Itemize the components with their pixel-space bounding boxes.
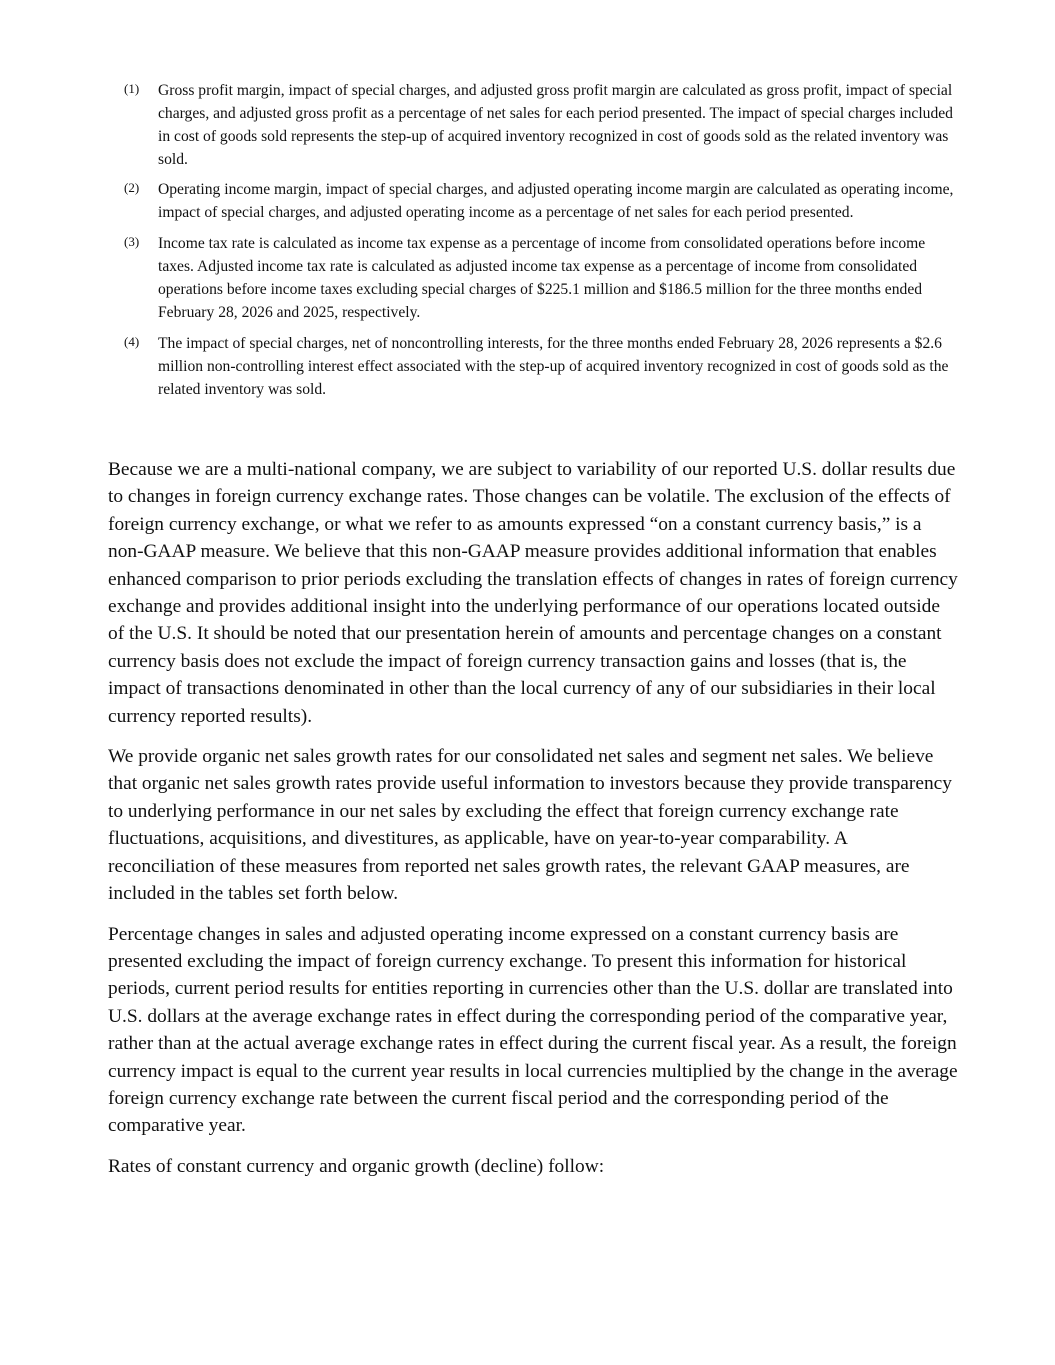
footnote-marker: (4) — [124, 334, 140, 349]
paragraph-percentage-changes: Percentage changes in sales and adjusted operating income expressed on a constant currency basis are presented excluding the impact of foreign currency exchange. To present this information for historical periods, current period results for entities reporting in currencies other than the U.S. dollar are translated into U.S. dollars at the average exchange rates in effect during the corresponding period of the comparative year, rather than at the actual average exchange rates in effect during the current fiscal year. As a result, the foreign currency impact is equal to the current year results in local currencies multiplied by the change in the average foreign currency exchange rate between the current fiscal period and the corresponding period of the comparative year. — [108, 923, 958, 1137]
footnote-marker: (3) — [124, 234, 140, 249]
body-text-section — [108, 456, 958, 1193]
footnote-marker: (1) — [124, 81, 140, 96]
paragraph-constant-currency: Because we are a multi-national company, we are subject to variability of our reported U.S. dollar results due to changes in foreign currency exchange rates. Those changes can be volatile. The exclusion of the effects of foreign currency exchange, or what we refer to as amounts expressed “on a constant currency basis,” is a non-GAAP measure. We believe that this non-GAAP measure provides additional information that enables enhanced comparison to prior periods excluding the translation effects of changes in rates of foreign currency exchange and provides additional insight into the underlying performance of our operations located outside of the U.S. It should be noted that our presentation herein of amounts and percentage changes on a constant currency basis does not exclude the impact of foreign currency transaction gains and losses (that is, the impact of transactions denominated in other than the local currency of any of our subsidiaries in their local currency reported results). — [108, 459, 958, 727]
footnote-text: Income tax rate is calculated as income tax expense as a percentage of income from consolidated operations before income taxes. Adjusted income tax rate is calculated as adjusted income tax expense as a percentage of income from consolidated operations before income taxes excluding special charges of $225.1 million and $186.5 million for the three months ended February 28, 2026 and 2025, respectively. — [158, 235, 926, 321]
footnote-1 — [124, 79, 954, 171]
footnote-text: Operating income margin, impact of special charges, and adjusted operating income margin are calculated as operating income, impact of special charges, and adjusted operating income as a percentage of net sales for each period presented. — [158, 181, 954, 221]
footnote-text: Gross profit margin, impact of special charges, and adjusted gross profit margin are calculated as gross profit, impact of special charges, and adjusted gross profit as a percentage of net sales for each period presented. The impact of special charges included in cost of goods sold represents the step-up of acquired inventory recognized in cost of goods sold as the related inventory was sold. — [158, 82, 953, 168]
footnote-3 — [124, 232, 954, 324]
paragraph-rates-intro: Rates of constant currency and organic growth (decline) follow: — [108, 1155, 605, 1177]
footnotes-section — [124, 79, 954, 401]
footnote-marker: (2) — [124, 180, 140, 195]
footnote-2 — [124, 178, 954, 224]
footnote-text: The impact of special charges, net of noncontrolling interests, for the three months ended February 28, 2026 represents a $2.6 million non-controlling interest effect associated with the step-up of acquired inventory recognized in cost of goods sold as the related inventory was sold. — [158, 335, 949, 398]
paragraph-organic-growth: We provide organic net sales growth rates for our consolidated net sales and segment net sales. We believe that organic net sales growth rates provide useful information to investors because they provide transparency to underlying performance in our net sales by excluding the effect that foreign currency exchange rate fluctuations, acquisitions, and divestitures, as applicable, have on year-to-year comparability. A reconciliation of these measures from reported net sales growth rates, the relevant GAAP measures, are included in the tables set forth below. — [108, 746, 952, 905]
footnote-4 — [124, 332, 954, 401]
